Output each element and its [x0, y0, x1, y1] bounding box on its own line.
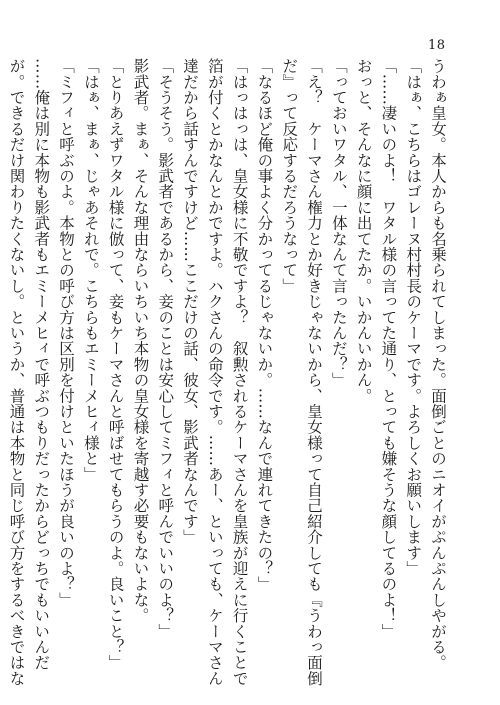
text-line: 「そうそう。影武者であるから、妾のことは安心してミフィと呼んでいいのよ？」 [156, 58, 175, 639]
page-number: 18 [428, 38, 446, 53]
text-line: 「はぁ、こちらはゴレーヌ村村長のケーマです。よろしくお願いします」 [404, 58, 423, 577]
text-line: が。できるだけ関わりたくないし。というか、普通は本物と同じ呼び方をするべきではな [7, 58, 26, 686]
text-line: おっと、そんなに顔に出てたか。いかんいかん。 [354, 58, 373, 404]
text-line: 「……凄いのよ！ ワタル様の言ってた通り、とっても嫌そうな顔してるのよ！」 [379, 58, 398, 639]
text-line: 「とりあえずワタル様に倣って、妾もケーマさんと呼ばせてもらうのよ。良いこと？」 [106, 58, 125, 671]
text-line: ……俺は別に本物も影武者もエミーメヒィで呼ぶつもりだったからどっちでもいいんだ [32, 58, 51, 671]
novel-text-body [4, 58, 450, 686]
text-line: うわぁ皇女。本人からも名乗られてしまった。面倒ごとのニオイがぷんぷんしやがる。 [429, 58, 447, 671]
text-line: 箔が付くとかなんとかですよ。ハクさんの命令です。……あー、といっても、ケーマさん [205, 58, 224, 686]
text-line: 「え？ ケーマさん権力とか好きじゃないから、皇女様って自己紹介しても『うわっ面倒 [305, 58, 324, 686]
text-line: 達だから話すんですけど……ここだけの話、彼女、影武者なんです」 [181, 58, 200, 545]
text-line: だ』って反応するだろうなって」 [280, 58, 299, 294]
text-line: 「ミフィと呼ぶのよ。本物との呼び方は区別を付けといたほうが良いのよ？」 [57, 58, 76, 608]
text-line: 「っておいワタル、一体なんて言ったんだ？」 [329, 58, 348, 388]
text-line: 「なるほど俺の事よく分かってるじゃないか。……なんで連れてきたの？」 [255, 58, 274, 592]
text-line: 「はっはっは、皇女様に不敬ですよ？ 叙勲されるケーマさんを皇族が迎えに行くことで [230, 58, 249, 686]
text-line: 「はぁ、まぁ、じゃあそれで。こちらもエミーメヒィ様と」 [81, 58, 100, 482]
text-line: 影武者。まぁ、そんな理由ならいちいち本物の皇女様を寄越す必要もないよな。 [131, 58, 150, 624]
